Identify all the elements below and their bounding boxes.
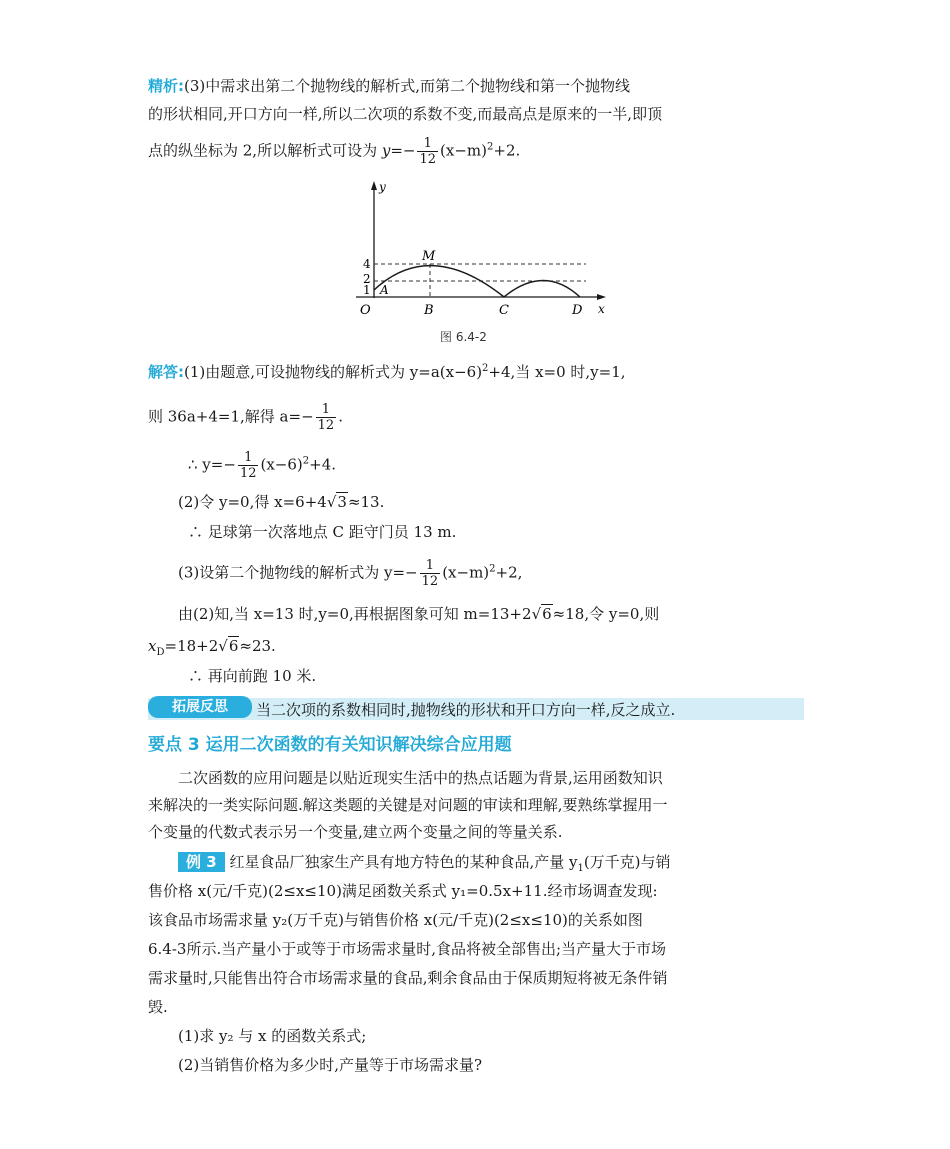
analysis-sup: 2 [487,141,494,153]
label-x: x [598,302,605,316]
question-1: (1)求 y₂ 与 x 的函数关系式; [178,1027,367,1045]
example-line-5: 需求量时,只能售出符合市场需求量的食品,剩余食品由于保质期短将被无条件销 [148,969,668,987]
solution-sup-3: 2 [302,455,310,467]
solution-frac3-num: 1 [238,450,259,466]
analysis-frac-den: 12 [419,152,437,167]
keypoint-heading: 要点 3 运用二次函数的有关知识解决综合应用题 [148,735,512,755]
solution-fraction-6 [420,558,441,589]
solution-text-8c: ≈23. [239,637,276,655]
reflection-badge: 拓展反思 [148,696,252,718]
solution-sup-6: 2 [489,563,496,575]
solution-line-1 [148,362,626,382]
question-2: (2)当销售价格为多少时,产量等于市场需求量? [178,1056,483,1074]
solution-text-1a: (1)由题意,可设抛物线的解析式为 y=a(x−6) [184,363,483,381]
x-axis-arrow-icon [597,294,606,300]
solution-line-3 [188,450,336,481]
solution-text-2a: 则 36a+4=1,解得 a=− [148,407,314,426]
solution-line-9: ∴ 再向前跑 10 米. [188,667,317,685]
solution-frac6-num: 1 [420,558,441,574]
example-line-3: 该食品市场需求量 y₂(万千克)与销售价格 x(元/千克)(2≤x≤10)的关系如图 [148,911,643,929]
analysis-line-3 [148,136,520,167]
second-parabola [504,281,580,298]
solution-frac6-den: 12 [421,574,439,589]
solution-radicand-8: 6 [228,637,239,655]
analysis-frac-num: 1 [417,136,438,152]
solution-line-2 [148,402,343,433]
y-axis-arrow-icon [371,181,377,190]
example-line-4: 6.4-3所示.当产量小于或等于市场需求量时,食品将被全部售出;当产量大于市场 [148,940,667,958]
solution-fraction-2 [316,402,337,433]
intro-line-2: 来解决的一类实际问题.解这类题的关键是对问题的审读和理解,要熟练掌握用一 [148,796,668,814]
solution-radicand-4: 3 [337,493,347,511]
label-C: C [499,303,509,318]
solution-sub-D: D [156,647,165,658]
intro-line-3: 个变量的代数式表示另一个变量,建立两个变量之间的等量关系. [148,823,563,841]
solution-text-4a: (2)令 y=0,得 x=6+4 [178,493,327,511]
tick-4: 4 [363,257,371,271]
example-text-1a: 红星食品厂独家生产具有地方特色的某种食品,产量 y [224,853,578,871]
figure-caption: 图 6.4-2 [440,330,487,344]
solution-text-3b: (x−6) [260,455,303,474]
analysis-label: 精析: [148,77,184,95]
example-line-1 [178,852,671,872]
label-M: M [422,249,436,264]
analysis-fraction [417,136,438,167]
label-O: O [360,303,371,318]
solution-text-3a: ∴ y=− [188,455,236,474]
solution-text-8b: =18+2 [164,637,219,655]
solution-frac2-num: 1 [316,402,337,418]
analysis-text-3c: +2. [493,141,521,160]
example-line-2: 售价格 x(元/千克)(2≤x≤10)满足函数关系式 y₁=0.5x+11.经市场调查发现: [148,882,658,900]
label-B: B [424,303,434,318]
solution-line-8: $x_D=18+2√6\approx 23$. [148,637,276,658]
label-A: A [380,283,389,297]
solution-text-6a: (3)设第二个抛物线的解析式为 y=− [178,563,418,582]
solution-line-6 [178,558,522,589]
example-line-6: 毁. [148,998,168,1016]
solution-sup-1: 2 [482,363,489,374]
tick-1: 1 [363,283,371,297]
solution-fraction-3 [238,450,259,481]
solution-frac2-den: 12 [317,418,335,433]
example-badge: 例 3 [178,852,225,872]
solution-line-7: 由(2)知,当 x=13 时,y=0,再根据图象可知 m=13+2√6≈18,令 y=0,则 [178,605,660,623]
analysis-line-1 [148,76,630,96]
example-text-1b: (万千克)与销 [583,853,671,871]
solution-text-6b: (x−m) [442,563,490,582]
analysis-line-2: 的形状相同,开口方向一样,所以二次项的系数不变,而最高点是原来的一半,即顶 [148,105,663,123]
label-D: D [572,303,583,318]
solution-text-6c: +2, [495,563,523,582]
analysis-eq: =− [390,141,416,160]
intro-line-1: 二次函数的应用问题是以贴近现实生活中的热点话题为背景,运用函数知识 [178,769,663,787]
solution-label: 解答: [148,363,184,381]
label-y: y [379,180,386,194]
solution-text-7b: ≈18,令 y=0,则 [552,605,660,623]
example-sub-1: 1 [577,863,584,874]
reflection-text: 当二次项的系数相同时,抛物线的形状和开口方向一样,反之成立. [256,701,676,719]
solution-text-2b: . [338,407,343,426]
solution-text-1b: +4,当 x=0 时,y=1, [488,363,626,381]
solution-frac3-den: 12 [239,466,257,481]
analysis-text-3a: 点的纵坐标为 2,所以解析式可设为 [148,141,382,160]
solution-var-x: x [148,637,157,655]
solution-line-5: ∴ 足球第一次落地点 C 距守门员 13 m. [188,523,457,541]
analysis-var-y: y [381,141,391,160]
analysis-text-1: (3)中需求出第二个抛物线的解析式,而第二个抛物线和第一个抛物线 [184,77,631,95]
solution-text-7a: 由(2)知,当 x=13 时,y=0,再根据图象可知 m=13+2 [178,605,532,623]
solution-text-4b: ≈13. [347,493,385,511]
parabola-figure [336,178,626,328]
solution-radicand-7: 6 [542,605,552,623]
tick-2: 2 [363,272,371,286]
solution-text-3c: +4. [309,455,337,474]
solution-line-4: (2)令 y=0,得 x=6+4√3≈13. [178,493,385,511]
analysis-text-3b: (x−m) [440,141,487,160]
